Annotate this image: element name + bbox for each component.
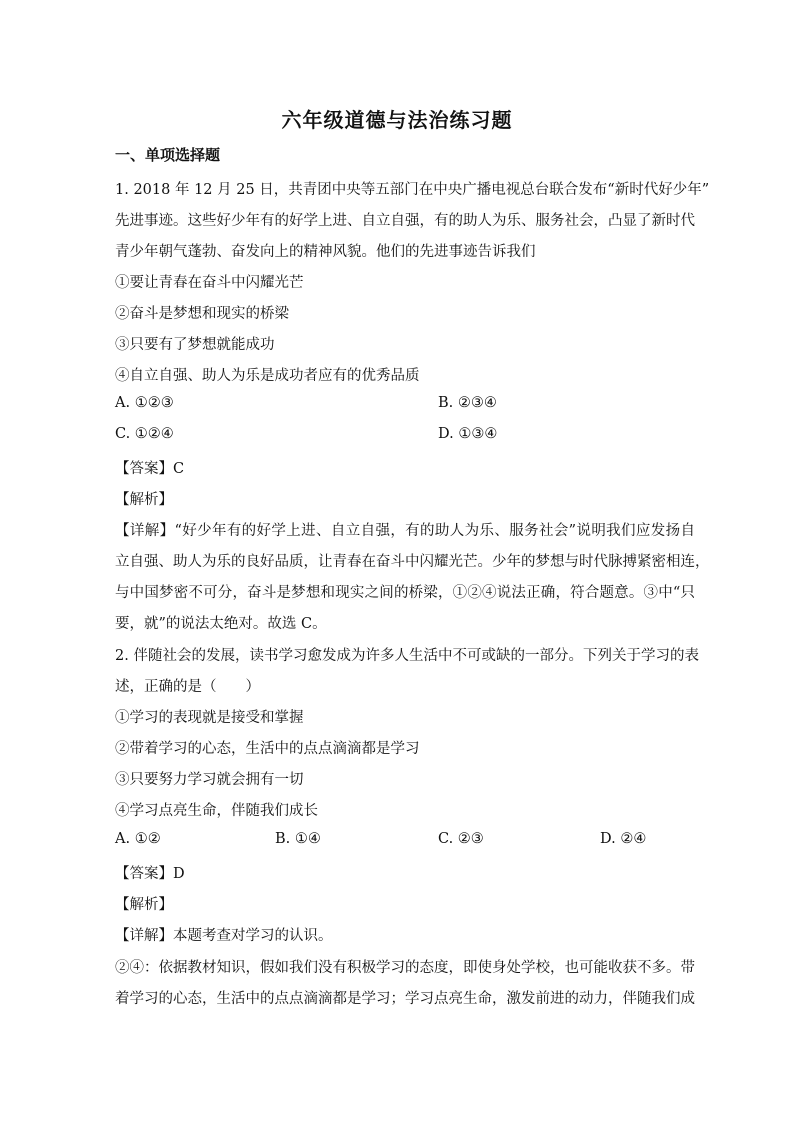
q2-item: ①学习的表现就是接受和掌握 [115, 710, 304, 726]
q1-item: ④自立自强、助人为乐是成功者应有的优秀品质 [115, 368, 420, 384]
q1-stem-line: 青少年朝气蓬勃、奋发向上的精神风貌。他们的先进事迹告诉我们 [115, 244, 536, 260]
q1-stem-line: 先进事迹。这些好少年有的好学上进、自立自强，有的助人为乐、服务社会，凸显了新时代 [115, 213, 695, 229]
q2-option-d: D. ②④ [600, 831, 647, 847]
q1-option-a: A. ①②③ [115, 395, 174, 411]
q1-answer: 【答案】C [115, 461, 185, 477]
q2-option-b: B. ①④ [275, 831, 321, 847]
q1-item: ③只要有了梦想就能成功 [115, 337, 275, 353]
q1-option-c: C. ①②④ [115, 426, 174, 442]
q2-stem-line: 2. 伴随社会的发展，读书学习愈发成为许多人生活中不可或缺的一部分。下列关于学习的表 [115, 648, 699, 664]
q2-answer: 【答案】D [115, 866, 185, 882]
q1-detail-line: 与中国梦密不可分，奋斗是梦想和现实之间的桥梁，①②④说法正确，符合题意。③中“只 [115, 585, 695, 601]
q2-detail-line: 着学习的心态，生活中的点点滴滴都是学习；学习点亮生命，激发前进的动力，伴随我们成 [115, 991, 695, 1007]
q2-analysis-label: 【解析】 [115, 897, 173, 913]
page-title: 六年级道德与法治练习题 [281, 108, 513, 132]
q2-item: ②带着学习的心态，生活中的点点滴滴都是学习 [115, 741, 420, 757]
q1-analysis-label: 【解析】 [115, 492, 173, 508]
q2-item: ③只要努力学习就会拥有一切 [115, 772, 304, 788]
q2-detail-line: 【详解】本题考查对学习的认识。 [115, 928, 333, 944]
q2-stem-line: 述，正确的是（ ） [115, 679, 260, 695]
q2-option-a: A. ①② [115, 831, 161, 847]
q1-detail-line: 【详解】“好少年有的好学上进、自立自强，有的助人为乐、服务社会”说明我们应发扬自 [115, 523, 695, 539]
q1-option-b: B. ②③④ [438, 395, 497, 411]
q1-detail-line: 要，就”的说法太绝对。故选 C。 [115, 616, 327, 632]
section-heading: 一、单项选择题 [115, 146, 221, 164]
q2-detail-line: ②④：依据教材知识，假如我们没有积极学习的态度，即使身处学校，也可能收获不多。带 [115, 960, 695, 976]
q1-item: ①要让青春在奋斗中闪耀光芒 [115, 275, 304, 291]
q2-item: ④学习点亮生命，伴随我们成长 [115, 803, 318, 819]
q1-stem-line: 1. 2018 年 12 月 25 日，共青团中央等五部门在中央广播电视总台联合发布“新时代好少年” [115, 182, 710, 198]
q1-detail-line: 立自强、助人为乐的良好品质，让青春在奋斗中闪耀光芒。少年的梦想与时代脉搏紧密相连， [115, 554, 710, 570]
q1-item: ②奋斗是梦想和现实的桥梁 [115, 306, 289, 322]
q2-option-c: C. ②③ [438, 831, 484, 847]
q1-option-d: D. ①③④ [438, 426, 498, 442]
